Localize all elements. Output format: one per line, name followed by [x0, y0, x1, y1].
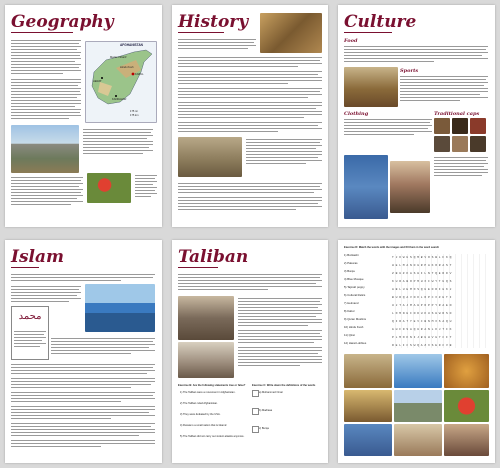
cap-photo-5 [452, 136, 468, 152]
word-3: 3) Burqa [344, 269, 355, 273]
cap-photo-3 [470, 118, 486, 134]
page-islam [5, 240, 162, 463]
cap-photo-6 [470, 136, 486, 152]
exercise-c-heading: Exercise C: Write down the definitions of the words [252, 384, 316, 387]
statement-5: 5) The Taliban did not carry out violent attacks anymore. [180, 435, 245, 438]
exercise-b-heading: Exercise B: Are the following statements true or false? [178, 384, 246, 387]
svg-text:T J K W U S Q M B V O S B L F: T J K W U S Q M B V O S B L F K Q [392, 256, 452, 259]
poppy-photo [87, 173, 131, 203]
statement-4: 4) Russia is a small nation that is Islamic [180, 424, 227, 427]
burqa-photo [344, 155, 388, 219]
svg-text:B U R Q A V N K L O P C X Z H: B U R Q A V N K L O P C X Z H T I [392, 296, 452, 299]
map-scale-mi: 175 mi [130, 110, 138, 113]
page-title: Islam [11, 247, 64, 267]
definition-term-2: b) Madrasa [259, 409, 273, 412]
word-6: 6) Cultural Relics [344, 293, 366, 297]
collage-burqa [344, 424, 392, 456]
historical-painting [260, 13, 322, 53]
word-search-grid [390, 254, 490, 348]
section-sports: Sports [400, 68, 419, 74]
section-food: Food [344, 38, 358, 44]
map-label-mazar: Mazar-i-Sharif [110, 56, 127, 59]
statement-2: 2) The Taliban ruled Afghanistan. [180, 402, 218, 405]
page-culture [338, 5, 495, 227]
map-label-herat: HERAT [93, 80, 102, 83]
definition-box-1[interactable] [252, 390, 259, 397]
word-2: 2) Pakoras [344, 261, 358, 265]
page-matching [338, 240, 495, 463]
soldiers-photo [178, 137, 242, 177]
exercise-d-heading: Exercise D: Match the words with the images and fill them in the word search [344, 246, 440, 249]
title-underline [11, 32, 73, 33]
mountain-photo [11, 125, 79, 173]
word-5: 5) Tajmah poppy [344, 285, 365, 289]
buzkashi-photo [344, 67, 398, 107]
cap-photo-2 [452, 118, 468, 134]
taliban-fighters-photo [178, 296, 234, 340]
mosque-photo [85, 284, 155, 332]
page-title: Culture [344, 12, 417, 32]
svg-text:U J T A J M A H P O P P Y R A: U J T A J M A H P O P P Y R A E N [392, 304, 452, 307]
svg-text:L O M N H I N D U K U S H W R: L O M N H I N D U K U S H W R S D [392, 312, 452, 315]
svg-text:Z B U Z K A S H I L N T Q E R: Z B U Z K A S H I L N T Q E R D V [392, 272, 452, 275]
collage-quran [344, 390, 392, 422]
map-label-kabul: KABUL [135, 73, 144, 76]
collage-mountains [394, 390, 442, 422]
title-underline [178, 267, 218, 268]
title-underline [344, 32, 392, 33]
map-title: AFGHANISTAN [120, 43, 143, 47]
afghanistan-map [85, 41, 157, 123]
section-clothing: Clothing [344, 111, 369, 117]
collage-man [444, 424, 489, 456]
svg-text:K U R A B O P M H X I W Y T U: K U R A B O P M H X I W Y T U Q S [392, 280, 452, 283]
svg-text:P L M O K N I J B U H V G Y C: P L M O K N I J B U H V G Y C F T [392, 336, 452, 339]
svg-text:G H F D S A Q U R A N L K J T: G H F D S A Q U R A N L K J T I K [392, 328, 452, 331]
map-label-kandahar: KANDAHAR [112, 98, 127, 101]
word-11: 11) Qirat [344, 333, 355, 337]
cap-photo-1 [434, 118, 450, 134]
page-title: Taliban [178, 247, 249, 267]
page-title: History [178, 12, 249, 32]
word-8: 8) Kabul [344, 309, 355, 313]
definition-term-3: c) Burqa [259, 427, 269, 430]
definition-term-1: a) Mohammed Omar [259, 391, 283, 394]
svg-text:A B L U E M O S Q U E D R F G: A B L U E M O S Q U E D R F G K J [392, 288, 452, 291]
word-9: 9) Quran Muslims [344, 317, 367, 321]
svg-text:H E L M A N D G R P A K O R A: H E L M A N D G R P A K O R A S T [392, 264, 452, 267]
collage-mosque [394, 354, 442, 388]
collage-kabul [394, 424, 442, 456]
woman-headscarf-photo [390, 161, 430, 213]
svg-text:Q I R A T Y E V C B N M X S A: Q I R A T Y E V C B N M X S A Q U [392, 320, 452, 323]
svg-text:R E L I C S W Q A Z X S E D C: R E L I C S W Q A Z X S E D C V B [392, 344, 452, 347]
word-10: 10) Hindu Kush [344, 325, 364, 329]
title-underline [11, 267, 39, 268]
definition-box-3[interactable] [252, 426, 259, 433]
page-geography [5, 5, 162, 227]
collage-buzkashi [344, 354, 392, 388]
grid-letters [390, 254, 490, 348]
statement-1: 1) The Taliban were a movement in Afghanistan. [180, 391, 236, 394]
statement-3: 3) They were defeated by the USA. [180, 413, 221, 416]
word-4: 4) Blue Mosque [344, 277, 364, 281]
word-7: 7) Helmand [344, 301, 359, 305]
collage-pakoras [444, 354, 489, 388]
calligraphy-box [11, 306, 49, 360]
word-12: 12) Harat Lobbies [344, 341, 367, 345]
title-underline [178, 32, 224, 33]
page-history [172, 5, 328, 227]
map-scale-km: 175 km [130, 114, 139, 117]
page-taliban [172, 240, 328, 463]
definition-box-2[interactable] [252, 408, 259, 415]
bombing-photo [178, 342, 234, 378]
page-title: Geography [11, 12, 114, 32]
calligraphy-text: محمد [18, 311, 42, 322]
cap-photo-4 [434, 136, 450, 152]
word-1: 1) Buzkashi [344, 253, 359, 257]
section-caps: Traditional caps [434, 111, 480, 117]
collage-poppy [444, 390, 489, 422]
map-label-hindukush: Hindu Kush [120, 66, 134, 69]
